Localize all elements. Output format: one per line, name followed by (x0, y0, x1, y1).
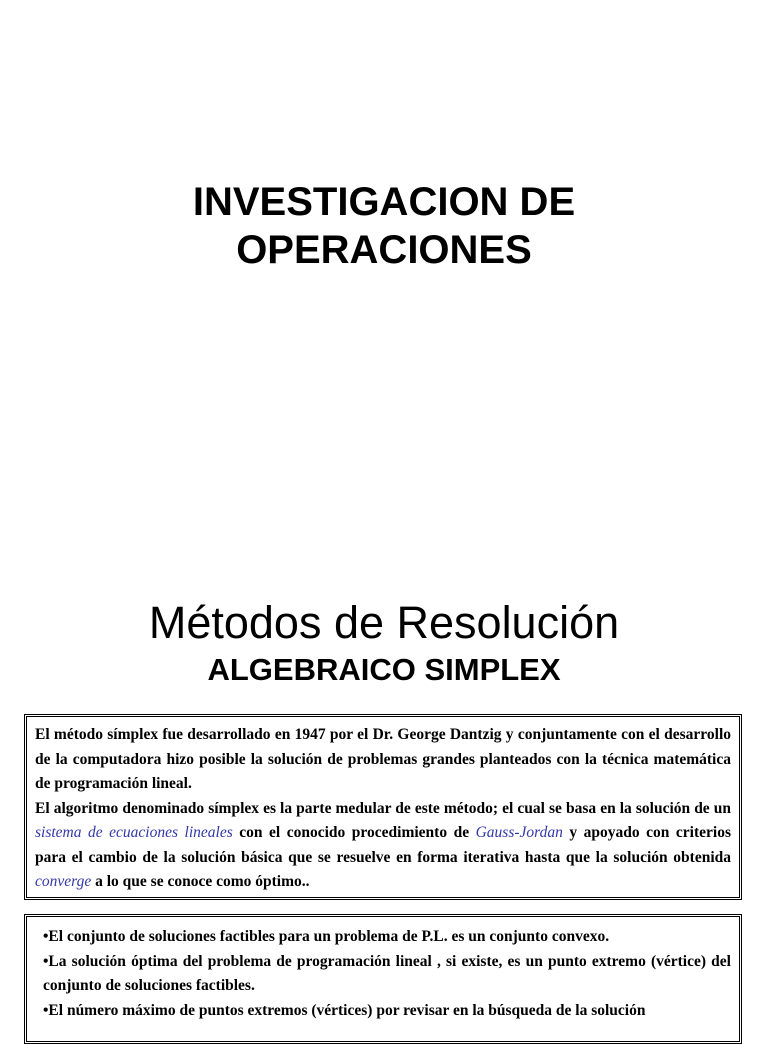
properties-box (24, 914, 742, 1044)
intro-paragraph-2 (35, 797, 731, 895)
page-title (0, 178, 768, 274)
title-line-1: INVESTIGACION DE (192, 180, 576, 224)
property-item-2: •La solución óptima del problema de programación lineal , si existe, es un punto extremo (vértice) del conjunto de soluciones factibles. (43, 952, 731, 994)
link-converge[interactable]: converge (35, 873, 92, 890)
link-sistema-ecuaciones[interactable]: sistema de ecuaciones lineales (35, 824, 233, 841)
property-item-3: •El número máximo de puntos extremos (vértices) por revisar en la búsqueda de la solución (43, 1001, 646, 1019)
section-subheading: ALGEBRAICO SIMPLEX (207, 652, 561, 687)
title-line-2: OPERACIONES (236, 228, 532, 272)
intro-text-part-1: El algoritmo denominado símplex es la parte medular de este método; el cual se basa en la solución de un (35, 799, 731, 817)
intro-text-part-3: y apoyado con criterios para el cambio de la solución básica que se resuelve en forma iterativa hasta que la solución obtenida (35, 824, 731, 866)
section-heading: Métodos de Resolución (148, 597, 620, 648)
intro-text-part-4: a lo que se conoce como óptimo.. (91, 873, 310, 890)
link-gauss-jordan[interactable]: Gauss-Jordan (475, 824, 563, 841)
property-item-1: •El conjunto de soluciones factibles para un problema de P.L. es un conjunto convexo. (43, 928, 610, 945)
intro-paragraph-1: El método símplex fue desarrollado en 1947 por el Dr. George Dantzig y conjuntamente con el desarrollo de la computadora hizo posible la solución de problemas grandes planteados con la técnica matemática de programación lineal. (35, 726, 731, 792)
intro-text-part-2: con el conocido procedimiento de (232, 824, 476, 841)
intro-text-box (24, 714, 742, 900)
